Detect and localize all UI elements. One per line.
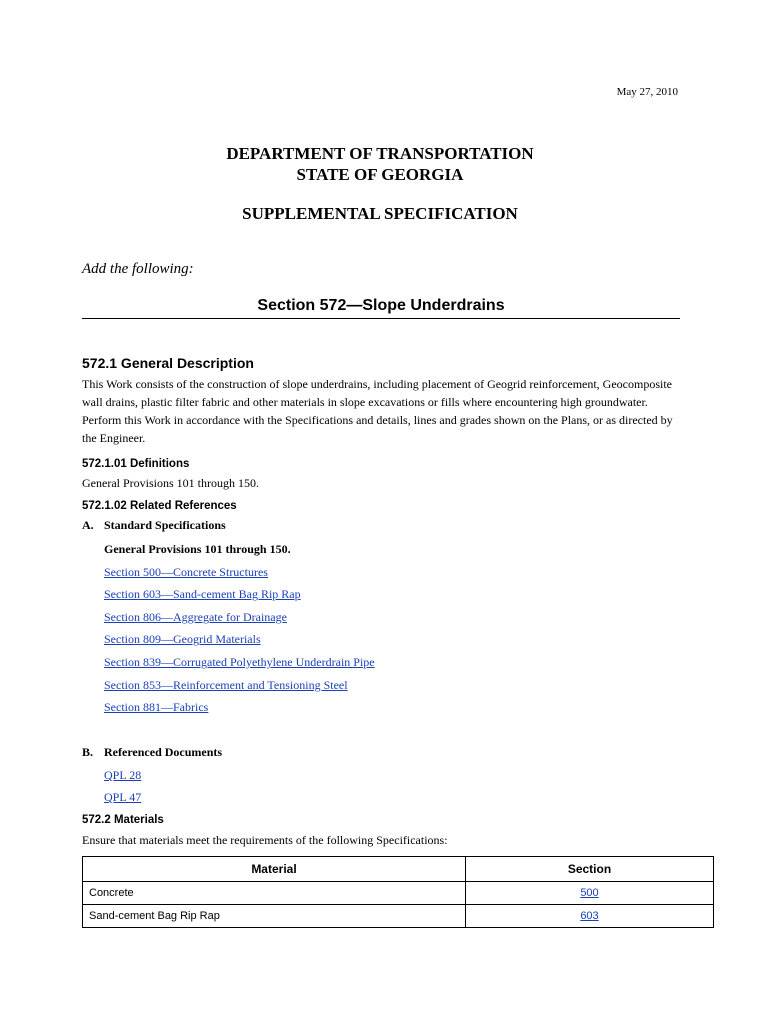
table-row <box>83 882 714 905</box>
materials-heading: 572.2 Materials <box>82 814 164 826</box>
section-cell <box>466 882 714 905</box>
list-label-a: A. <box>82 518 94 532</box>
section-cell <box>466 905 714 928</box>
link-section-806[interactable]: Section 806—Aggregate for Drainage <box>104 610 287 624</box>
standard-specifications-title: Standard Specifications <box>104 518 226 532</box>
link-section-500[interactable]: Section 500—Concrete Structures <box>104 565 268 579</box>
column-header-section: Section <box>466 857 714 882</box>
table-header-row <box>83 857 714 882</box>
table-link-section-603[interactable]: 603 <box>580 910 599 922</box>
link-section-809[interactable]: Section 809—Geogrid Materials <box>104 632 261 646</box>
section-divider <box>82 318 680 319</box>
definitions-body: General Provisions 101 through 150. <box>82 476 259 490</box>
state-line: STATE OF GEORGIA <box>296 165 464 184</box>
table-row <box>83 905 714 928</box>
link-section-603[interactable]: Section 603—Sand-cement Bag Rip Rap <box>104 587 301 601</box>
definitions-heading: 572.1.01 Definitions <box>82 458 190 470</box>
link-section-853[interactable]: Section 853—Reinforcement and Tensioning Steel <box>104 678 348 692</box>
material-cell: Concrete <box>83 882 466 905</box>
related-references-heading: 572.1.02 Related References <box>82 500 237 512</box>
list-label-b: B. <box>82 745 94 759</box>
general-description-heading: 572.1 General Description <box>82 355 254 371</box>
referenced-documents-title: Referenced Documents <box>104 745 223 759</box>
material-cell: Sand-cement Bag Rip Rap <box>83 905 466 928</box>
table-link-section-500[interactable]: 500 <box>580 887 599 899</box>
column-header-material: Material <box>83 857 466 882</box>
general-description-body: This Work consists of the construction of slope underdrains, including placement of Geogrid reinforcement, Geocomposite wall drains, plastic filter fabric and other materials in slope excavations or fills where encountering high groundwater. Perform this Work in accordance with the Specifications and details, lines and grades shown on the Plans, or as directed by the Engineer. <box>82 377 673 445</box>
link-qpl-47[interactable]: QPL 47 <box>104 790 142 804</box>
section-title: Section 572—Slope Underdrains <box>257 297 505 314</box>
department-title <box>0 143 760 185</box>
add-following-label: Add the following: <box>82 261 194 277</box>
materials-table <box>82 856 714 928</box>
materials-intro: Ensure that materials meet the requirements of the following Specifications: <box>82 833 448 847</box>
document-date: May 27, 2010 <box>616 86 678 98</box>
supplemental-title: SUPPLEMENTAL SPECIFICATION <box>242 204 518 223</box>
link-section-839[interactable]: Section 839—Corrugated Polyethylene Underdrain Pipe <box>104 655 375 669</box>
link-qpl-28[interactable]: QPL 28 <box>104 768 142 782</box>
link-section-881[interactable]: Section 881—Fabrics <box>104 700 209 714</box>
department-line: DEPARTMENT OF TRANSPORTATION <box>226 144 534 163</box>
general-provisions-line: General Provisions 101 through 150. <box>104 542 291 556</box>
